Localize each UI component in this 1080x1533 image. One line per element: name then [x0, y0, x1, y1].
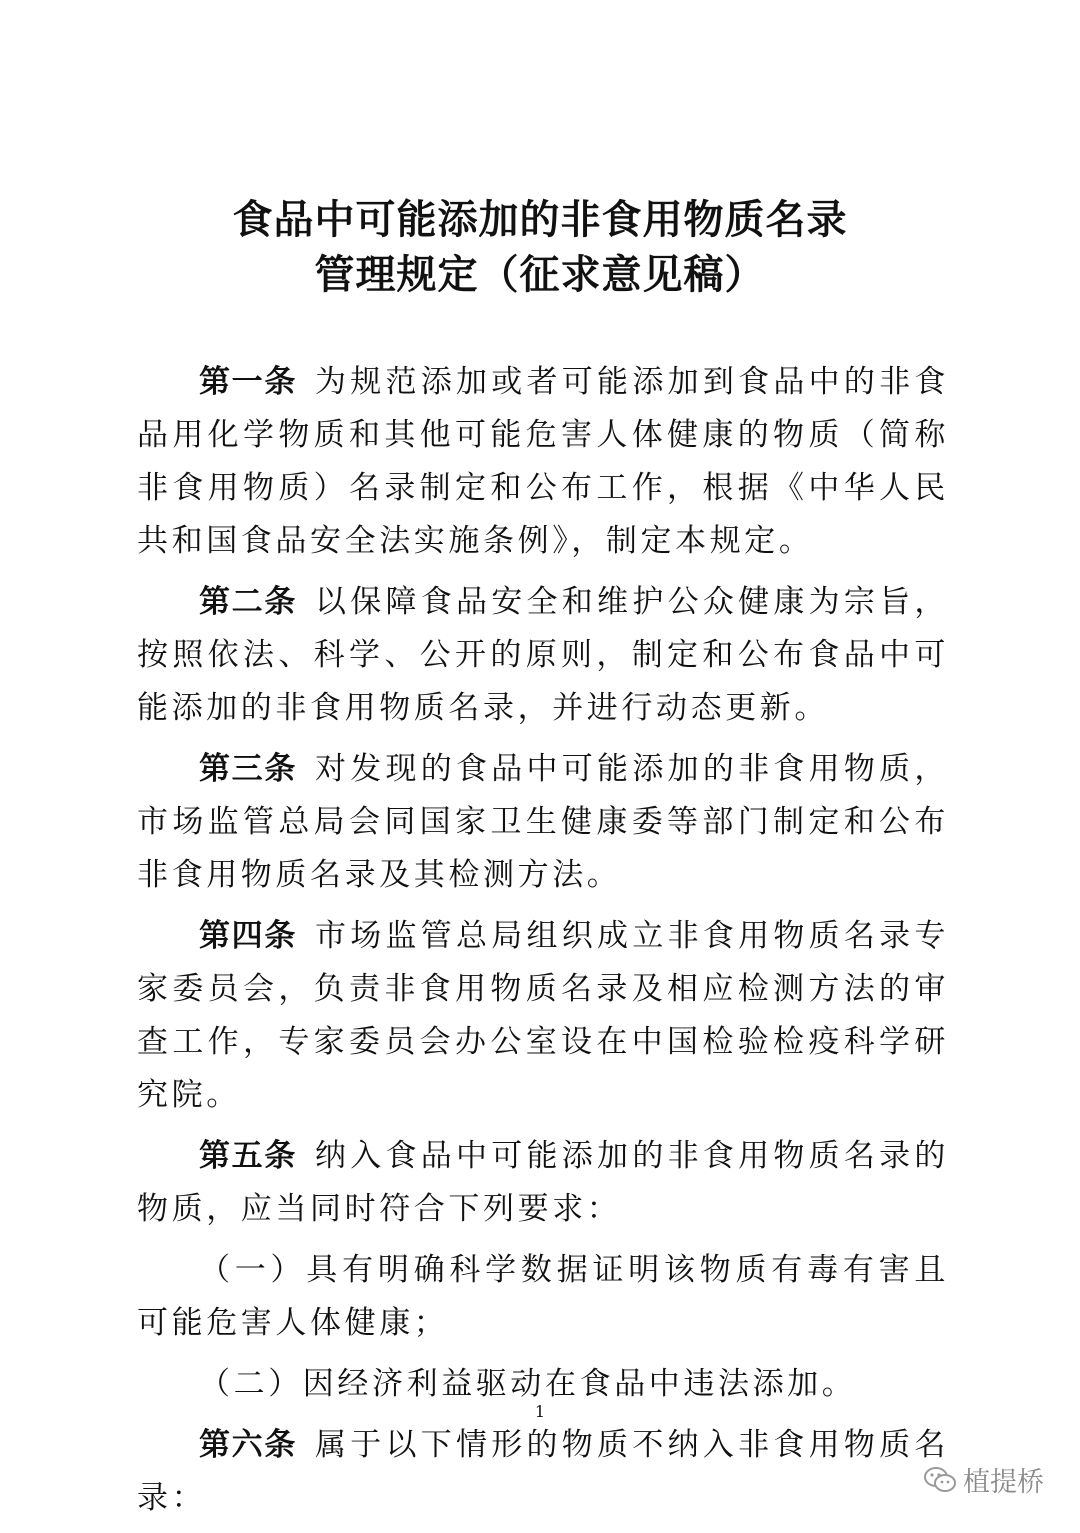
- article-text: 以保障食品安全和维护公众健康为宗旨，按照依法、科学、公开的原则，制定和公布食品中可能添加的非食用物质名录，并进行动态更新。: [137, 584, 949, 726]
- page-number: 1: [534, 1402, 546, 1421]
- article-label: 第五条: [199, 1138, 297, 1174]
- article-1: [137, 356, 949, 568]
- article-label: 第二条: [199, 584, 297, 620]
- article-label: 第一条: [199, 364, 297, 400]
- article-text: 为规范添加或者可能添加到食品中的非食品用化学物质和其他可能危害人体健康的物质（简称非食用物质）名录制定和公布工作，根据《中华人民共和国食品安全法实施条例》，制定本规定。: [137, 364, 949, 559]
- article-label: 第六条: [199, 1427, 297, 1463]
- article-6: [137, 1419, 949, 1525]
- article-text: 属于以下情形的物质不纳入非食用物质名录：: [137, 1427, 949, 1516]
- wechat-icon: [923, 1465, 957, 1495]
- article-text: 对发现的食品中可能添加的非食用物质，市场监管总局会同国家卫生健康委等部门制定和公布非食用物质名录及其检测方法。: [137, 751, 949, 893]
- article-3: [137, 743, 949, 902]
- watermark-text: 植提桥: [963, 1467, 1044, 1498]
- document-body: [137, 356, 949, 1533]
- article-text: 纳入食品中可能添加的非食用物质名录的物质，应当同时符合下列要求：: [137, 1138, 949, 1227]
- article-label: 第四条: [199, 918, 297, 954]
- article-2: [137, 576, 949, 735]
- document-title-line2: 管理规定（征求意见稿）: [314, 252, 766, 298]
- watermark: [923, 1460, 1044, 1499]
- list-item: （一）具有明确科学数据证明该物质有毒有害且可能危害人体健康；: [137, 1252, 949, 1341]
- article-text: 市场监管总局组织成立非食用物质名录专家委员会，负责非食用物质名录及相应检测方法的审查工作，专家委员会办公室设在中国检验检疫科学研究院。: [137, 918, 949, 1113]
- article-label: 第三条: [199, 751, 297, 787]
- document-title-line1: 食品中可能添加的非食用物质名录: [232, 197, 848, 243]
- list-item: （二）因经济利益驱动在食品中违法添加。: [199, 1366, 857, 1402]
- article-4: [137, 910, 949, 1122]
- article-5: [137, 1130, 949, 1236]
